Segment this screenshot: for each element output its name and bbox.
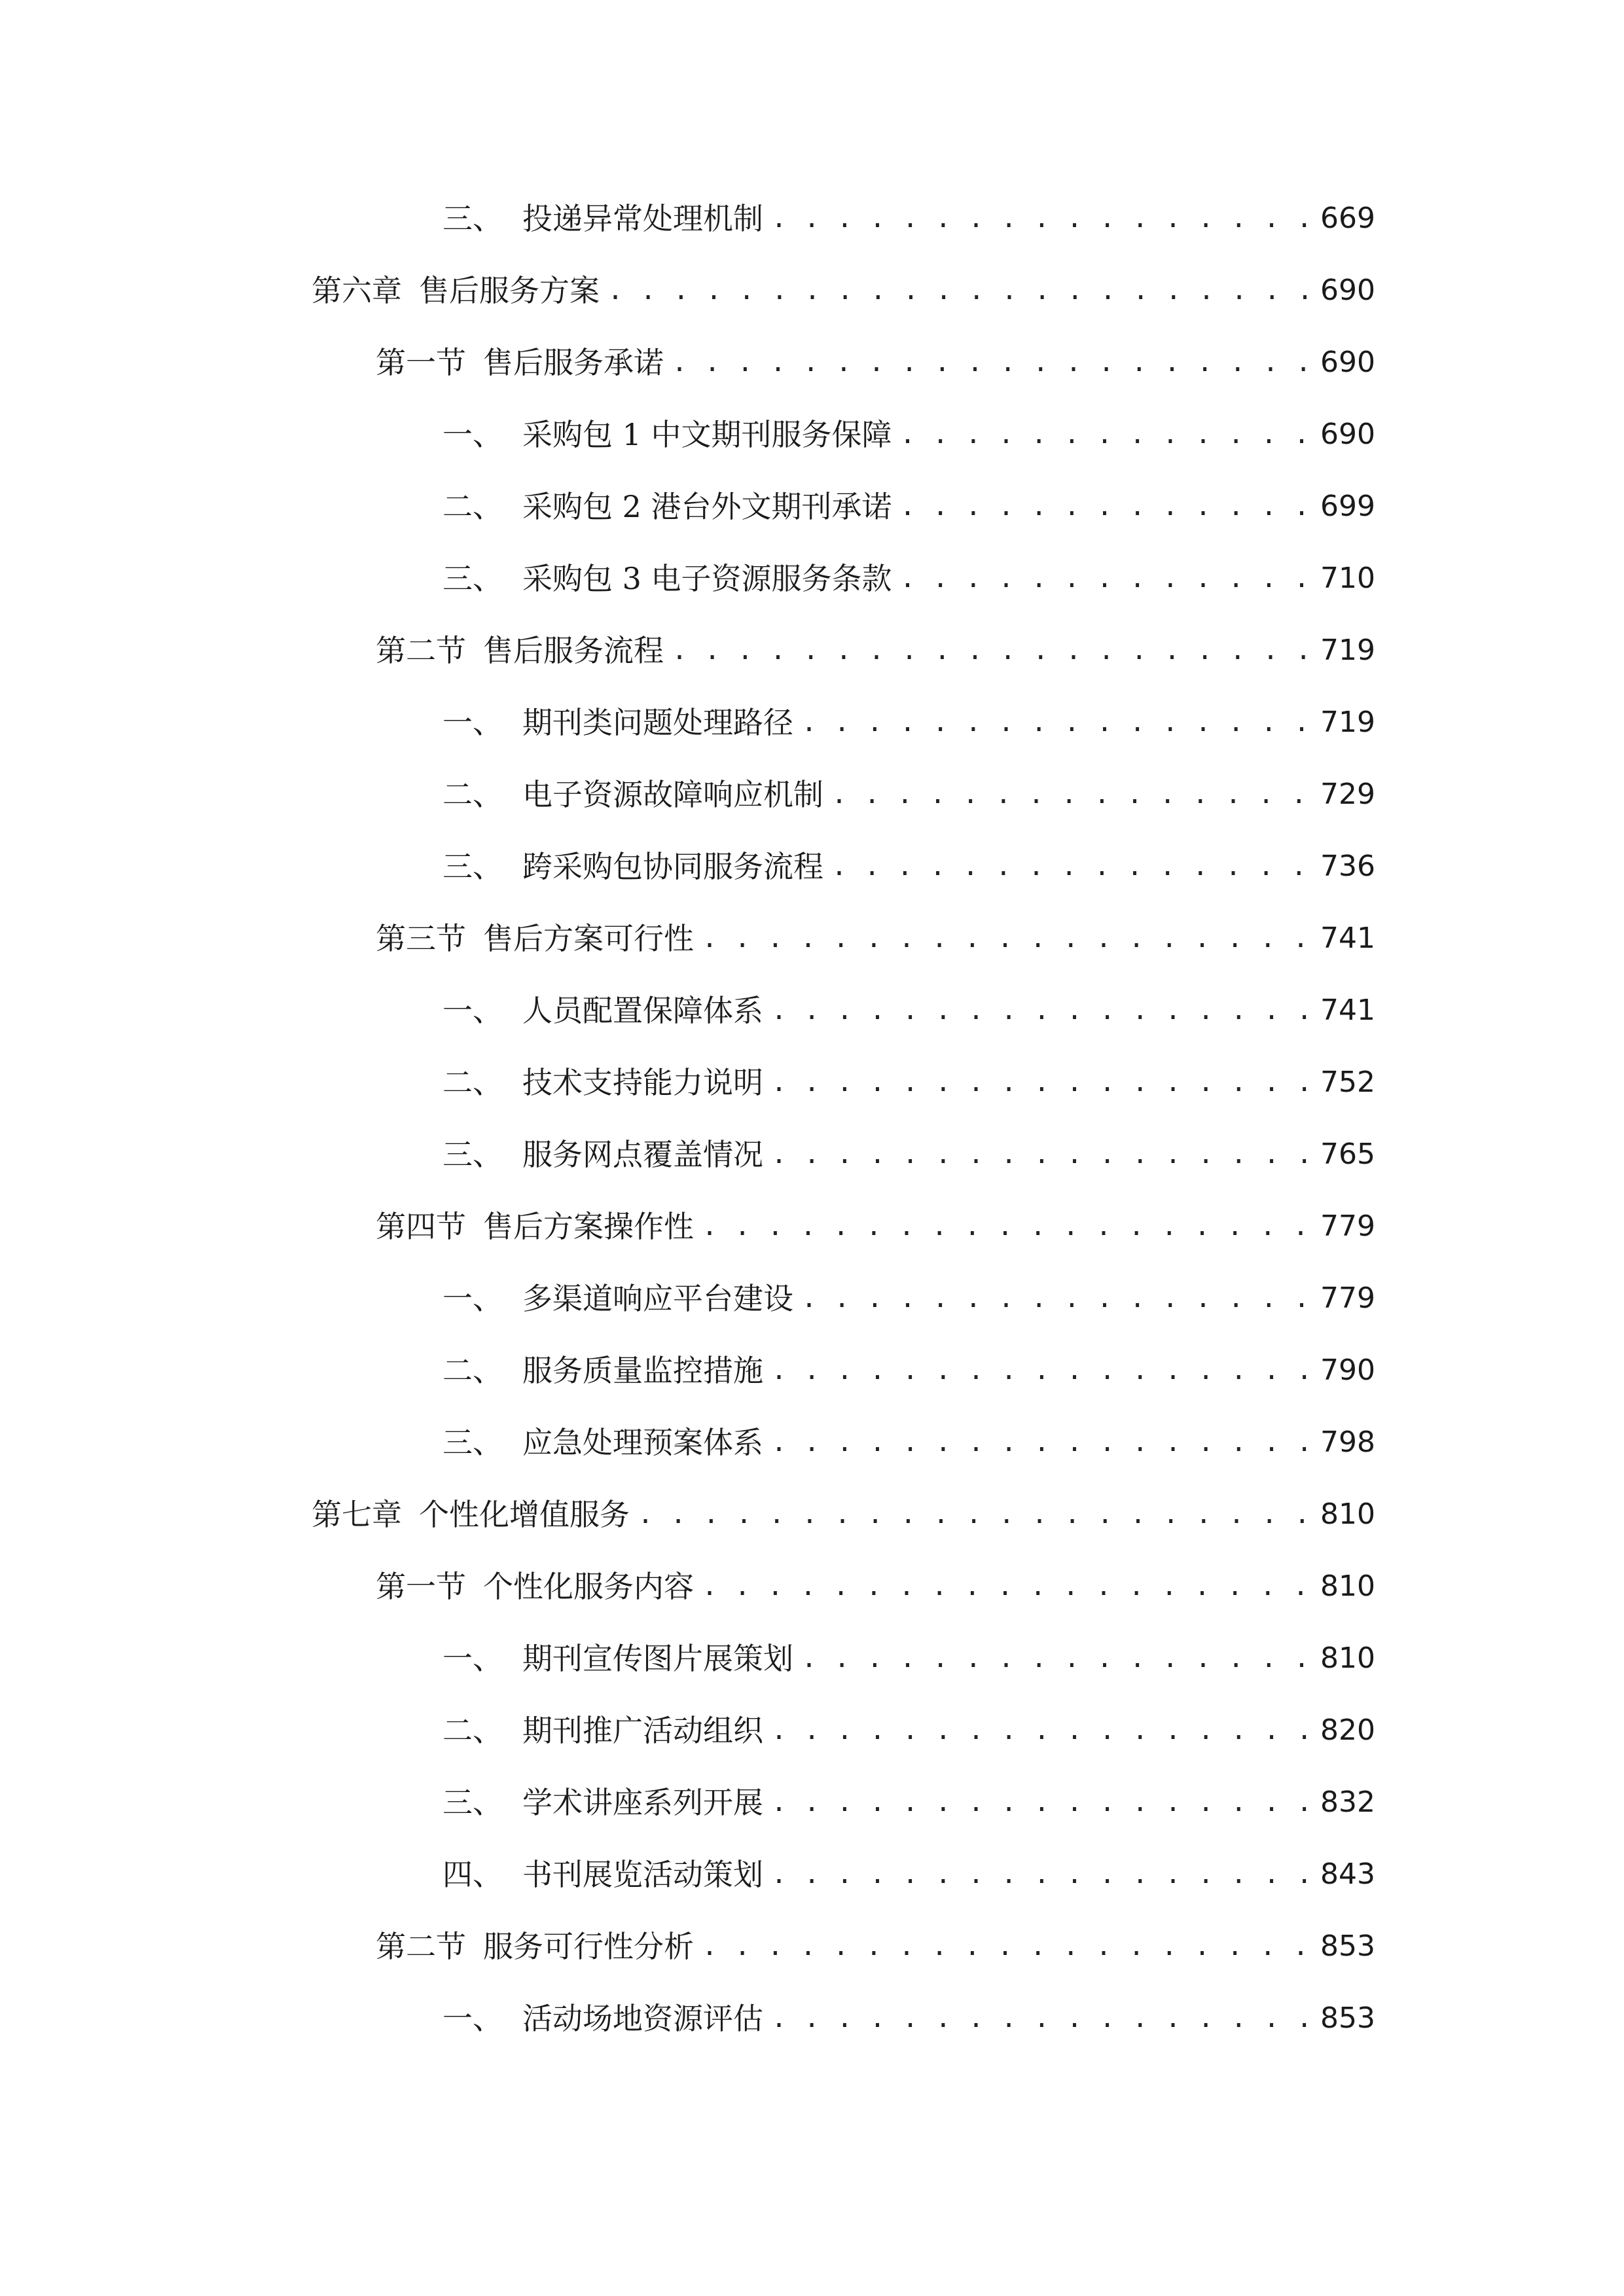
entry-page-number: 765 <box>1320 1138 1375 1171</box>
entry-page-number: 669 <box>1320 202 1375 235</box>
entry-number: 第四节 <box>376 1209 466 1244</box>
toc-entry[interactable] <box>442 192 1375 245</box>
dot-leader <box>900 408 1312 461</box>
entry-title: 技术支持能力说明 <box>522 1065 763 1100</box>
entry-page-number: 719 <box>1320 706 1375 739</box>
entry-number: 三、 <box>442 201 503 236</box>
dot-leader <box>702 1200 1311 1253</box>
entry-title: 采购包 2 港台外文期刊承诺 <box>522 489 892 524</box>
toc-entry[interactable] <box>442 1272 1375 1325</box>
entry-number: 三、 <box>442 561 503 596</box>
entry-number: 二、 <box>442 777 503 812</box>
entry-page-number: 779 <box>1320 1282 1375 1315</box>
entry-page-number: 798 <box>1320 1426 1375 1459</box>
entry-number: 一、 <box>442 2001 503 2036</box>
entry-title: 人员配置保障体系 <box>522 993 763 1028</box>
entry-title: 跨采购包协同服务流程 <box>522 849 823 884</box>
dot-leader <box>771 1128 1311 1181</box>
entry-title: 个性化服务内容 <box>483 1569 694 1604</box>
dot-leader <box>771 1992 1311 2045</box>
entry-number: 二、 <box>442 1713 503 1748</box>
toc-entry-section[interactable] <box>376 912 1375 965</box>
entry-page-number: 843 <box>1320 1857 1375 1891</box>
dot-leader <box>801 1632 1311 1685</box>
entry-title: 期刊类问题处理路径 <box>522 705 793 740</box>
toc-entry-section[interactable] <box>376 1200 1375 1253</box>
entry-number: 三、 <box>442 849 503 884</box>
dot-leader <box>771 1056 1311 1109</box>
dot-leader <box>831 768 1311 821</box>
entry-page-number: 790 <box>1320 1354 1375 1387</box>
entry-page-number: 820 <box>1320 1713 1375 1747</box>
entry-page-number: 752 <box>1320 1066 1375 1099</box>
toc-entry-section[interactable] <box>376 1920 1375 1973</box>
entry-page-number: 779 <box>1320 1210 1375 1243</box>
toc-entry-section[interactable] <box>376 336 1375 389</box>
entry-number: 一、 <box>442 993 503 1028</box>
entry-number: 三、 <box>442 1785 503 1820</box>
entry-number: 二、 <box>442 489 503 524</box>
entry-page-number: 832 <box>1320 1785 1375 1819</box>
dot-leader <box>900 552 1312 605</box>
entry-page-number: 690 <box>1320 274 1375 307</box>
dot-leader <box>771 1416 1311 1469</box>
entry-title: 采购包 1 中文期刊服务保障 <box>522 417 892 452</box>
entry-number: 第一节 <box>376 345 466 380</box>
entry-number: 一、 <box>442 417 503 452</box>
entry-page-number: 690 <box>1320 418 1375 451</box>
entry-title: 期刊宣传图片展策划 <box>522 1641 793 1676</box>
entry-number: 二、 <box>442 1065 503 1100</box>
entry-number: 一、 <box>442 705 503 740</box>
toc-entry-chapter[interactable] <box>312 264 1375 317</box>
dot-leader <box>771 984 1311 1037</box>
entry-title: 应急处理预案体系 <box>522 1425 763 1460</box>
toc-entry[interactable] <box>442 1992 1375 2045</box>
dot-leader <box>702 1920 1311 1973</box>
entry-page-number: 736 <box>1320 850 1375 883</box>
entry-title: 学术讲座系列开展 <box>522 1785 763 1820</box>
toc-entry[interactable] <box>442 984 1375 1037</box>
dot-leader <box>771 1704 1311 1757</box>
toc-entry[interactable] <box>442 1416 1375 1469</box>
entry-number: 第二节 <box>376 1929 466 1964</box>
entry-page-number: 741 <box>1320 922 1375 955</box>
dot-leader <box>702 912 1311 965</box>
entry-page-number: 810 <box>1320 1641 1375 1675</box>
dot-leader <box>771 1776 1311 1829</box>
entry-title: 多渠道响应平台建设 <box>522 1281 793 1316</box>
dot-leader <box>771 1848 1311 1901</box>
toc-entry-section[interactable] <box>376 624 1375 677</box>
toc-entry[interactable] <box>442 480 1375 533</box>
entry-title: 售后服务流程 <box>483 633 664 668</box>
entry-number: 二、 <box>442 1353 503 1388</box>
entry-title: 采购包 3 电子资源服务条款 <box>522 561 892 596</box>
dot-leader <box>638 1488 1311 1541</box>
entry-title: 投递异常处理机制 <box>522 201 763 236</box>
toc-entry[interactable] <box>442 1632 1375 1685</box>
entry-page-number: 699 <box>1320 490 1375 523</box>
entry-page-number: 719 <box>1320 634 1375 667</box>
dot-leader <box>831 840 1311 893</box>
entry-number: 第七章 <box>312 1497 402 1532</box>
entry-number: 第二节 <box>376 633 466 668</box>
entry-title: 服务质量监控措施 <box>522 1353 763 1388</box>
entry-page-number: 810 <box>1320 1498 1375 1531</box>
toc-entry[interactable] <box>442 1848 1375 1901</box>
entry-number: 三、 <box>442 1425 503 1460</box>
entry-title: 活动场地资源评估 <box>522 2001 763 2036</box>
toc-entry[interactable] <box>442 408 1375 461</box>
entry-title: 售后服务承诺 <box>483 345 664 380</box>
entry-title: 期刊推广活动组织 <box>522 1713 763 1748</box>
entry-page-number: 729 <box>1320 778 1375 811</box>
toc-entry[interactable] <box>442 1128 1375 1181</box>
entry-number: 四、 <box>442 1857 503 1892</box>
dot-leader <box>801 696 1311 749</box>
entry-title: 售后服务方案 <box>419 273 600 308</box>
entry-page-number: 853 <box>1320 1929 1375 1963</box>
dot-leader <box>771 1344 1311 1397</box>
dot-leader <box>672 624 1311 677</box>
dot-leader <box>801 1272 1311 1325</box>
entry-page-number: 690 <box>1320 346 1375 379</box>
entry-page-number: 710 <box>1320 562 1375 595</box>
entry-number: 一、 <box>442 1641 503 1676</box>
entry-title: 书刊展览活动策划 <box>522 1857 763 1892</box>
entry-number: 第一节 <box>376 1569 466 1604</box>
entry-title: 个性化增值服务 <box>419 1497 630 1532</box>
dot-leader <box>702 1560 1311 1613</box>
entry-title: 售后方案可行性 <box>483 921 694 956</box>
toc-entry[interactable] <box>442 1776 1375 1829</box>
entry-title: 服务网点覆盖情况 <box>522 1137 763 1172</box>
entry-title: 服务可行性分析 <box>483 1929 694 1964</box>
entry-page-number: 853 <box>1320 2001 1375 2035</box>
entry-page-number: 810 <box>1320 1570 1375 1603</box>
entry-number: 一、 <box>442 1281 503 1316</box>
toc-entry[interactable] <box>442 1056 1375 1109</box>
dot-leader <box>672 336 1311 389</box>
toc-entry-section[interactable] <box>376 1560 1375 1613</box>
entry-number: 三、 <box>442 1137 503 1172</box>
toc-entry[interactable] <box>442 696 1375 749</box>
dot-leader <box>607 264 1311 317</box>
entry-title: 售后方案操作性 <box>483 1209 694 1244</box>
toc-entry[interactable] <box>442 840 1375 893</box>
entry-number: 第六章 <box>312 273 402 308</box>
entry-page-number: 741 <box>1320 994 1375 1027</box>
dot-leader <box>771 192 1311 245</box>
dot-leader <box>900 480 1312 533</box>
toc-entry-chapter[interactable] <box>312 1488 1375 1541</box>
entry-number: 第三节 <box>376 921 466 956</box>
toc-entry[interactable] <box>442 1704 1375 1757</box>
entry-title: 电子资源故障响应机制 <box>522 777 823 812</box>
toc-entry[interactable] <box>442 552 1375 605</box>
toc-entry[interactable] <box>442 768 1375 821</box>
toc-entry[interactable] <box>442 1344 1375 1397</box>
